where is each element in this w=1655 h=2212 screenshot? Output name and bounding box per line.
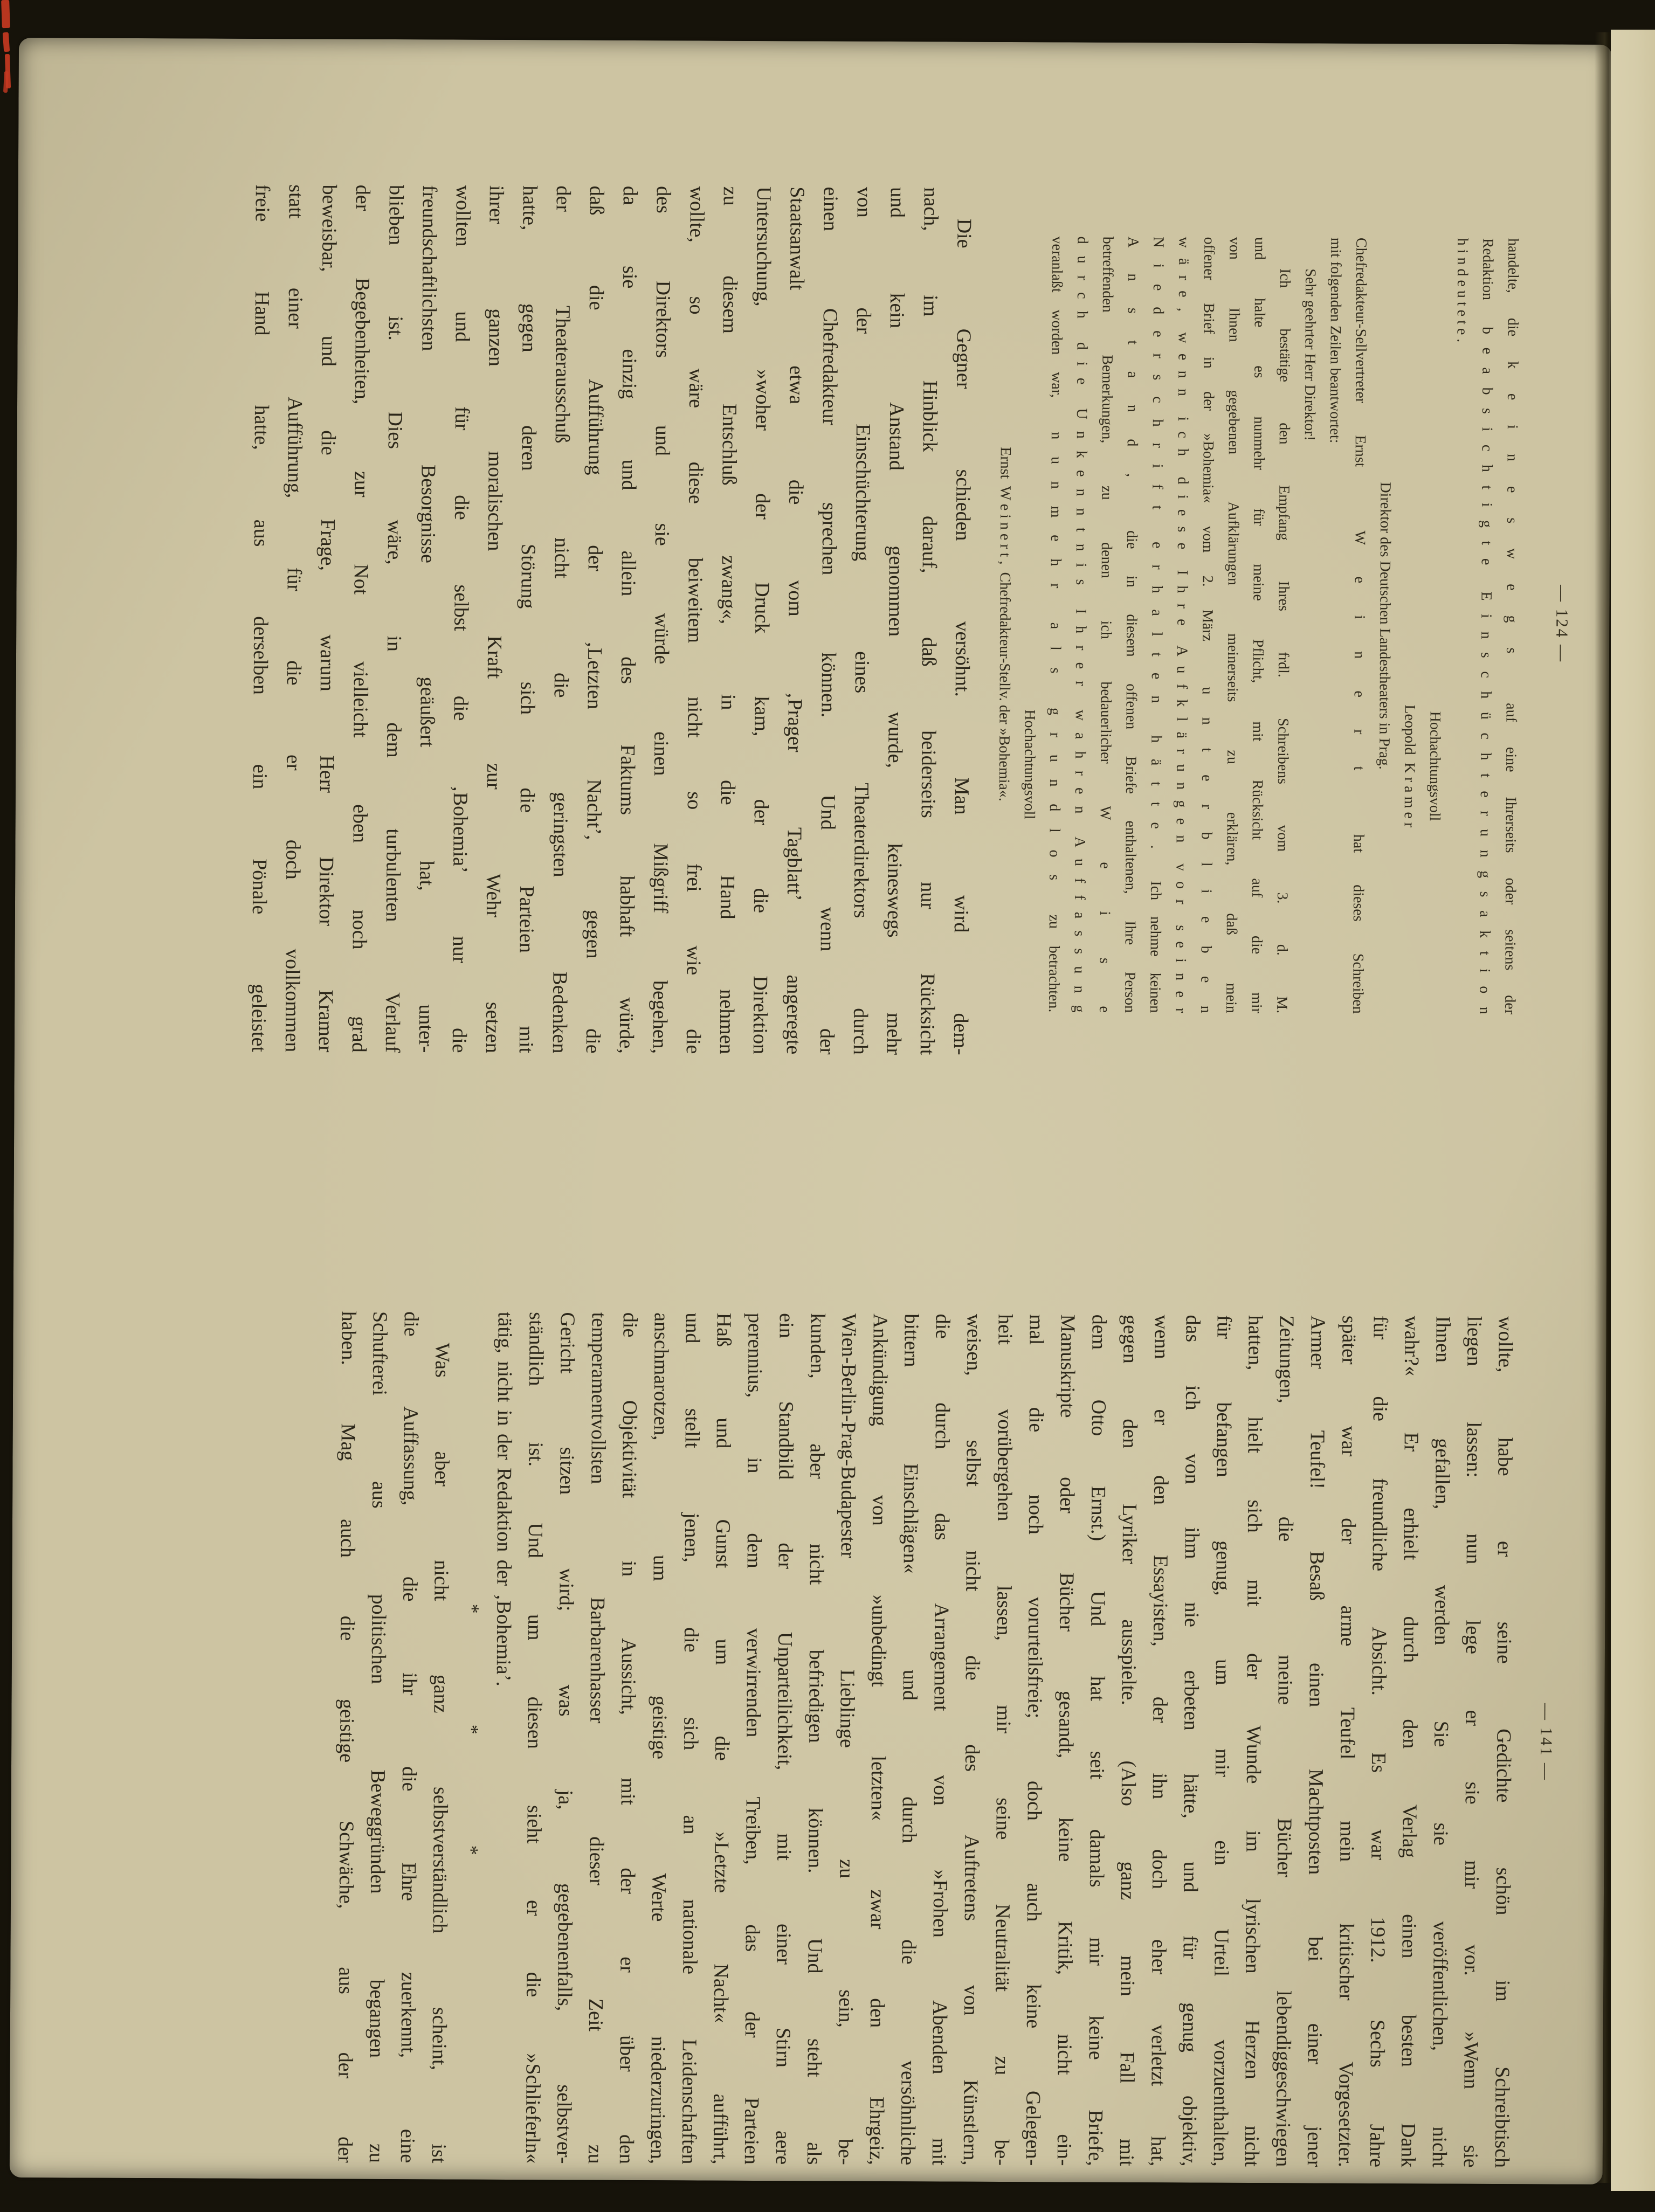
text-line: für befangen genug, um mir ein Urteil vorzuenthalten,	[1209, 1315, 1236, 2167]
text-line: d u r c h d i e U n k e n n t n i s I h r e r w a h r e n A u f f a s s u n g	[1071, 236, 1091, 1013]
text-line: veranlaßt worden war, n u n m e h r a l s g r u n d l o s zu betrachten.	[1045, 236, 1066, 1013]
text-line: h i n d e u t e t e .	[1453, 238, 1471, 343]
text-line: statt einer Aufführung, für die er doch vollkommen	[280, 184, 307, 1053]
text-line: heit vorübergehen lassen, mir seine Neutralität zu be-	[990, 1314, 1017, 2166]
text-line: wollte, habe er seine Gedichte schön im Schreibtisch	[1490, 1316, 1517, 2168]
letter-block	[990, 188, 1526, 1057]
text-line: perennius, in dem verwirrenden Treiben, das der Parteien	[740, 1312, 767, 2165]
red-scan-mark	[1, 0, 10, 28]
text-line: Hochachtungsvoll	[1020, 709, 1038, 820]
red-scan-mark	[3, 32, 10, 52]
text-line: ein Standbild der Unparteilichkeit, mit einer Stirn aere	[771, 1313, 798, 2165]
text-line: und stellt jenen, die sich an nationale Leidenschaften	[677, 1312, 704, 2165]
text-line: Leopold K r a m e r	[1401, 704, 1418, 828]
text-line: da sie einzig und allein des Faktums habhaft würde,	[615, 185, 642, 1054]
text-line: anschmarotzen, um geistige Werte niederzuringen,	[646, 1312, 673, 2165]
text-line: Die Gegner schieden versöhnt. Man wird dem-	[949, 218, 976, 1055]
red-scan-mark	[3, 71, 9, 93]
text-line: * * *	[460, 1603, 484, 1871]
text-line: die Auffassung, die ihr die Ehre zuerkennt, eine	[396, 1311, 423, 2163]
text-line: Ernst W e i n e r t , Chefredakteur-Stellv. der »Bohemia«.	[995, 447, 1014, 801]
text-line: daß die Aufführung der ‚Letzten Nacht’, gegen die	[581, 185, 608, 1054]
text-line: Ich bestätige den Empfang Ihres frdl. Schreibens vom 3. d. M.	[1273, 268, 1294, 1014]
text-line: Wien-Berlin-Prag-Budapester Lieblinge zu sein, be-	[833, 1313, 860, 2165]
text-line: die Objektivität in Aussicht, mit der er über den	[615, 1312, 642, 2165]
text-line: Zeitungen, die meine Bücher lebendiggeschwiegen	[1271, 1315, 1298, 2167]
fold-shadow	[1595, 32, 1613, 2183]
page-141	[329, 1311, 1558, 2168]
text-line: Was aber nicht ganz selbstverständlich scheint, ist	[427, 1343, 454, 2163]
text-line: der Begebenheiten, zur Not vielleicht eben noch grad	[347, 184, 374, 1053]
text-line: wollten und für die selbst die ‚Bohemia’ nur die	[447, 185, 474, 1053]
text-line: Ankündigung von »unbedingt letzten« zwar den Ehrgeiz,	[865, 1313, 892, 2166]
sheet-wrapper	[19, 38, 1612, 2178]
text-line: bittern Einschlägen« und durch die versöhnliche	[896, 1314, 923, 2166]
text-line: wollte, so wäre diese beiweitem nicht so frei wie die	[681, 186, 708, 1054]
text-line: handelte, die k e i n e s w e g s auf eine Ihrerseits oder seitens der	[1501, 238, 1522, 1015]
text-line: Gericht sitzen wird; was ja, gegebenenfalls, selbstver-	[552, 1312, 579, 2164]
text-line: betreffenden Bemerkungen, zu denen ich bedauerlicher W e i s e	[1096, 236, 1116, 1013]
page-number-right: — 141 —	[1536, 1703, 1556, 1781]
text-line: Sehr geehrter Herr Direktor!	[1301, 268, 1319, 441]
text-line: von Ihnen gegebenen Aufklärungen meinerseits zu erklären, daß mein	[1223, 237, 1243, 1013]
text-line: freie Hand hatte, aus derselben ein Pönale geleistet	[247, 184, 274, 1053]
text-line: temperamentvollsten Barbarenhasser dieser Zeit zu	[583, 1312, 610, 2164]
text-line: Chefredakteur-Sellvertreter Ernst W e i n e r t hat dieses Schreiben	[1349, 237, 1370, 1014]
page-124	[242, 184, 1574, 1058]
text-line: Manuskripte oder Bücher gesandt, keine Kritik, nicht ein-	[1052, 1314, 1079, 2166]
text-line: Armer Teufel! Besaß einen Machtposten bei einer jener	[1302, 1315, 1329, 2167]
text-line: zu diesem Entschluß zwang«, in die Hand nehmen	[715, 186, 742, 1054]
text-line: Redaktion b e a b s i c h t i g t e E i n s c h ü c h t e r u n g s a k t i o n	[1476, 238, 1497, 1014]
body-text-left	[242, 184, 981, 1055]
text-line: tätig, nicht in der Redaktion der ‚Bohemia’.	[492, 1311, 516, 1686]
text-line: Staatsanwalt etwa die vom ‚Prager Tagblatt’ angeregte	[782, 186, 809, 1055]
text-line: wenn er den Essayisten, der ihn doch eher verletzt hat,	[1146, 1315, 1173, 2167]
text-line: und halte es nunmehr für meine Pflicht, mit Rücksicht auf die mir	[1248, 237, 1268, 1014]
text-line: wahr?« Er erhielt durch den Verlag einen besten Dank	[1396, 1316, 1423, 2168]
text-line: kunden, aber nicht befriedigen können. Und steht als	[802, 1313, 829, 2165]
text-line: freundschaftlichsten Besorgnisse geäußert hat, unter-	[414, 185, 441, 1053]
text-line: Hochachtungsvoll	[1426, 711, 1444, 821]
text-line: ständlich ist. Und um diesen sieht er die »Schlieferln«	[521, 1312, 548, 2164]
text-line: Schufterei aus politischen Beweggründen begangen zu	[364, 1311, 391, 2163]
text-line: liegen lassen: nun lege er sie mir vor. »Wenn sie	[1459, 1316, 1486, 2168]
text-line: Haß und Gunst um die »Letzte Nacht« aufführt,	[708, 1312, 735, 2165]
text-line: das ich von ihm nie erbeten hätte, und für genug objektiv,	[1177, 1315, 1204, 2167]
text-line: nach, im Hinblick darauf, daß beiderseits nur Rücksicht	[915, 187, 942, 1055]
text-line: des Direktors und sie würde einen Mißgriff begehen,	[648, 186, 675, 1054]
next-leaf-edge	[1611, 30, 1655, 2191]
text-line: gegen den Lyriker ausspielte. (Also ganz mein Fall mit	[1115, 1314, 1142, 2167]
text-line: mal die noch vorurteilsfreie; doch auch keine Gelegen-	[1021, 1314, 1048, 2166]
text-line: hatte, gegen deren Störung sich die Parteien mit	[514, 185, 541, 1054]
text-line: Untersuchung, »woher der Druck kam, der die Direktion	[748, 186, 775, 1055]
text-line: w ä r e , w e n n i c h d i e s e I h r e A u f k l ä r u n g e n v o r s e i n e r	[1172, 237, 1192, 1013]
text-line: Ihnen gefallen, werden Sie sie veröffentlichen, nicht	[1428, 1316, 1454, 2168]
text-line: ihrer ganzen moralischen Kraft zur Wehr setzen	[481, 185, 508, 1053]
text-line: mit folgenden Zeilen beantwortet:	[1326, 237, 1344, 444]
text-line: offener Brief in der »Bohemia« vom 2. März u n t e r b l i e b e n	[1197, 237, 1218, 1013]
text-line: von der Einschüchterung eines Theaterdirektors durch	[849, 186, 875, 1055]
text-line: hatten, hielt sich mit der Wunde im lyrischen Herzen nicht	[1240, 1315, 1267, 2167]
text-line: weisen, selbst nicht die des Auftretens von Künstlern,	[958, 1314, 985, 2166]
text-line: haben. Mag auch die geistige Schwäche, aus der der	[333, 1311, 360, 2163]
text-line: A n s t a n d , die in diesem offenen Briefe enthaltenen, Ihre Person	[1121, 236, 1142, 1013]
text-line: blieben ist. Dies wäre, in dem turbulenten Verlauf	[381, 184, 408, 1053]
text-line: der Theaterausschuß nicht die geringsten Bedenken	[548, 185, 575, 1054]
text-line: dem Otto Ernst.) Und hat seit damals mir keine Briefe,	[1084, 1314, 1111, 2166]
text-line: und kein Anstand genommen wurde, keineswegs mehr	[882, 187, 909, 1055]
book-sheet	[10, 38, 1612, 2185]
page-number-left: — 124 —	[1552, 584, 1572, 663]
text-line: Direktor des Deutschen Landestheaters in Prag.	[1376, 482, 1394, 770]
text-line: N i e d e r s c h r i f t e r h a l t e n h ä t t e . Ich nehme keinen	[1147, 237, 1167, 1013]
body-text-right	[329, 1311, 1521, 2168]
text-line: die durch das Arrangement von »Frohen Abenden mit	[927, 1314, 954, 2166]
text-line: für die freundliche Absicht. Es war 1912. Sechs Jahre	[1365, 1315, 1392, 2168]
text-line: einen Chefredakteur sprechen können. Und wenn der	[815, 186, 842, 1055]
text-line: beweisbar, und die Frage, warum Herr Direktor Kramer	[314, 184, 341, 1053]
text-line: später war der arme Teufel mein kritischer Vorgesetzter.	[1334, 1315, 1361, 2167]
